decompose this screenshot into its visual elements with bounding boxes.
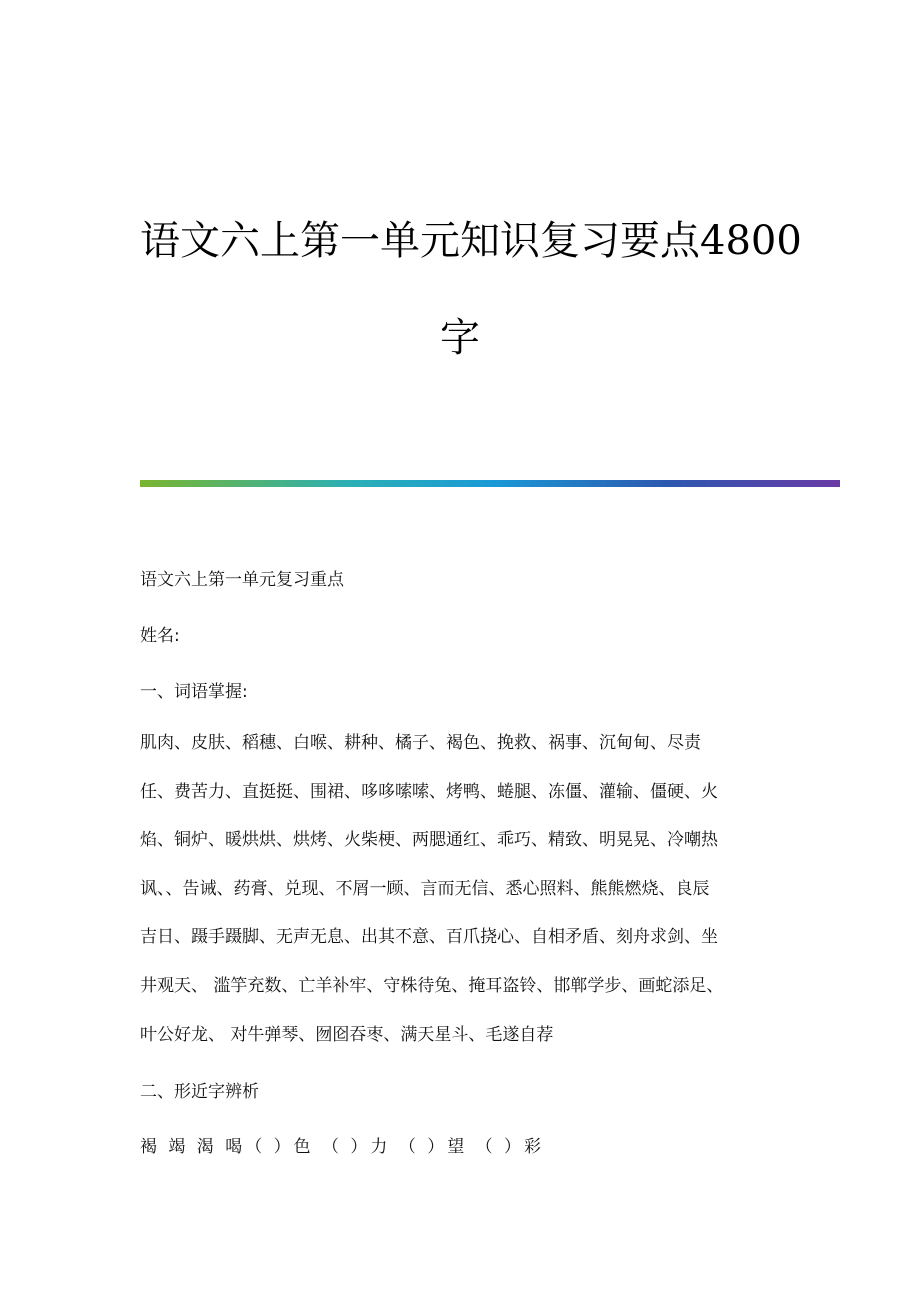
vocabulary-line: 讽、、告诫、药膏、兑现、不屑一顾、言而无信、悉心照料、熊熊燃烧、良辰 [140, 878, 710, 899]
vocabulary-line: 叶公好龙、 对牛弹琴、囫囵吞枣、满天星斗、毛遂自荐 [140, 1024, 554, 1045]
vocabulary-line: 肌肉、皮肤、稻穗、白喉、耕种、橘子、褐色、挽救、祸事、沉甸甸、尽责 [140, 733, 701, 753]
vocabulary-line: 任、费苦力、直挺挺、围裙、哆哆嗦嗦、烤鸭、蜷腿、冻僵、灌输、僵硬、火 [140, 781, 718, 802]
vocabulary-paragraph [140, 735, 780, 1075]
vocabulary-line: 井观天、 滥竽充数、亡羊补牢、守株待兔、掩耳盗铃、邯郸学步、画蛇添足、 [140, 975, 724, 996]
vocabulary-line: 焰、铜炉、暖烘烘、烘烤、火柴梗、两腮通红、乖巧、精致、明晃晃、冷嘲热 [140, 830, 718, 851]
section-similar-characters-title: 二、形近字辨析 [140, 1082, 259, 1102]
name-label: 姓名: [140, 626, 180, 646]
section-heading: 语文六上第一单元复习重点 [140, 570, 344, 590]
document-title-line2: 字 [440, 315, 480, 361]
section-vocabulary-title: 一、词语掌握: [140, 682, 248, 702]
document-title-line1: 语文六上第一单元知识复习要点4800 [140, 218, 802, 264]
fill-in-exercise: 褐 竭 渴 喝（ ）色 （ ）力 （ ）望 （ ）彩 [140, 1137, 545, 1157]
gradient-divider [140, 480, 840, 487]
vocabulary-line: 吉日、蹑手蹑脚、无声无息、出其不意、百爪挠心、自相矛盾、刻舟求剑、坐 [140, 927, 718, 948]
